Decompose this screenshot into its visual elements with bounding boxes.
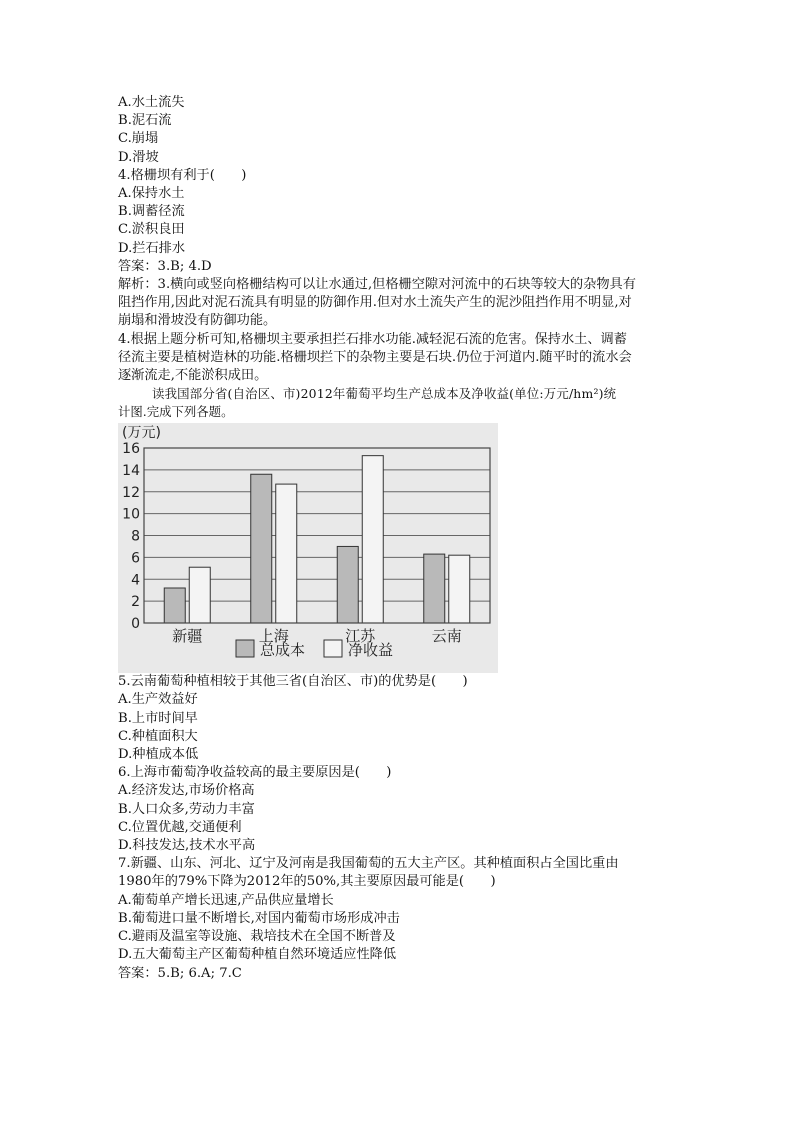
y-tick-label: 4 [131, 572, 140, 589]
analysis-line: 解析：3.横向或竖向格栅结构可以让水通过,但格栅空隙对河流中的石块等较大的杂物具有 [118, 277, 636, 293]
bar-net-income [362, 456, 383, 623]
legend-label: 净收益 [348, 641, 394, 660]
question-7-line: 1980年的79%下降为2012年的50%,其主要原因最可能是( ) [118, 874, 496, 890]
bar-total-cost [164, 588, 185, 623]
y-tick-label: 12 [122, 485, 140, 501]
bar-total-cost [251, 475, 272, 624]
question-2-options [118, 94, 688, 167]
document-page [118, 94, 688, 983]
x-tick-label: 云南 [431, 627, 462, 646]
analysis-block [118, 276, 688, 385]
y-tick-label: 6 [131, 550, 140, 567]
option-d: D.五大葡萄主产区葡萄种植自然环境适应性降低 [118, 947, 397, 963]
question-7-options [118, 892, 688, 965]
option-d: D.科技发达,技术水平高 [118, 838, 256, 854]
analysis-line: 阻挡作用,因此对泥石流具有明显的防御作用.但对水土流失产生的泥沙阻挡作用不明显,对 [118, 295, 632, 311]
legend-label: 总成本 [260, 641, 306, 660]
question-4: 4.格栅坝有利于( ) [118, 167, 247, 183]
bar-total-cost [424, 554, 445, 623]
question-4-options [118, 185, 688, 258]
y-tick-label: 14 [122, 463, 140, 480]
bar-net-income [449, 555, 470, 623]
analysis-line: 逐渐流走,不能淤积成田。 [118, 368, 268, 384]
option-a: A.保持水土 [118, 186, 185, 202]
y-tick-label: 8 [131, 528, 140, 545]
y-tick-label: 0 [131, 616, 140, 633]
y-tick-label: 10 [122, 506, 140, 523]
question-5: 5.云南葡萄种植相较于其他三省(自治区、市)的优势是( ) [118, 674, 468, 690]
legend-swatch [236, 640, 254, 657]
option-a: A.经济发达,市场价格高 [118, 783, 255, 799]
bar-total-cost [337, 547, 358, 624]
option-b: B.上市时间早 [118, 710, 198, 726]
bar-chart-svg [118, 423, 498, 673]
question-7-line: 7.新疆、山东、河北、辽宁及河南是我国葡萄的五大主产区。其种植面积占全国比重由 [118, 856, 619, 872]
option-b: B.葡萄进口量不断增长,对国内葡萄市场形成冲击 [118, 910, 400, 926]
question-6: 6.上海市葡萄净收益较高的最主要原因是( ) [118, 765, 392, 781]
question-6-options [118, 782, 688, 855]
question-5-options [118, 691, 688, 764]
option-b: B.调蓄径流 [118, 204, 185, 220]
option-c: C.种植面积大 [118, 728, 198, 744]
bar-chart [118, 423, 498, 673]
x-tick-label: 上海 [258, 627, 289, 646]
analysis-line: 4.根据上题分析可知,格栅坝主要承担拦石排水功能.减轻泥石流的危害。保持水土、调蓄 [118, 331, 627, 347]
chart-intro-line-2: 计图.完成下列各题。 [118, 404, 234, 420]
option-c: C.崩塌 [118, 131, 159, 147]
x-tick-label: 新疆 [172, 627, 203, 646]
option-b: B.泥石流 [118, 113, 172, 129]
y-tick-label: 16 [122, 441, 140, 458]
option-d: D.种植成本低 [118, 747, 199, 763]
option-a: A.生产效益好 [118, 692, 198, 708]
option-a: A.水土流失 [118, 95, 185, 110]
option-c: C.淤积良田 [118, 222, 185, 238]
analysis-line: 崩塌和滑坡没有防御功能。 [118, 313, 277, 329]
y-tick-label: 2 [131, 594, 140, 611]
option-c: C.避雨及温室等设施、栽培技术在全国不断普及 [118, 929, 396, 945]
option-c: C.位置优越,交通便利 [118, 819, 242, 835]
x-tick-label: 江苏 [345, 627, 376, 646]
option-b: B.人口众多,劳动力丰富 [118, 801, 255, 817]
option-d: D.滑坡 [118, 149, 159, 165]
bar-net-income [276, 484, 297, 623]
chart-intro-line-1: 读我国部分省(自治区、市)2012年葡萄平均生产总成本及净收益(单位:万元/hm²)统 [152, 386, 617, 402]
option-a: A.葡萄单产增长迅速,产品供应量增长 [118, 892, 334, 908]
y-axis-label: (万元) [122, 425, 161, 442]
answer-5-7: 答案：5.B; 6.A; 7.C [118, 965, 242, 981]
option-d: D.拦石排水 [118, 240, 186, 256]
answer-3-4: 答案：3.B; 4.D [118, 258, 212, 274]
bar-net-income [189, 567, 210, 623]
analysis-line: 径流主要是植树造林的功能.格栅坝拦下的杂物主要是石块.仍位于河道内.随平时的流水会 [118, 349, 632, 365]
legend-swatch [324, 640, 342, 657]
